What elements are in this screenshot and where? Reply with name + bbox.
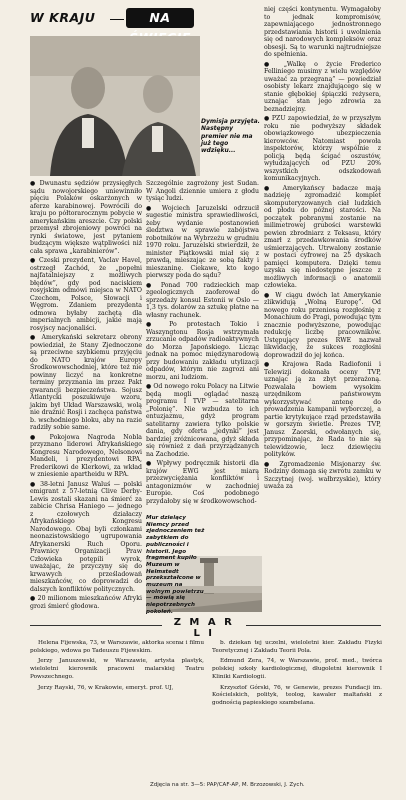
obituaries-right [212,640,382,711]
obituary: b. dziekan tej uczelni, wieloletni kier. Zakładu Fizyki Teoretycznej i Zakładu Teorii Pola. [212,640,382,654]
news-item: ● Dwunastu sędziów przysięgłych sądu nowojorskiego uniewinniło pięciu Polaków oskarżonych w aferze karabinowej. Powrócili do kraju po półtorarocznym pobycie w amerykańskim areszcie. Czy polski przemysł zbrojeniowy powróci na rynki światowe, jest pytaniem budzącym większe wątpliwości niż cała sprawa „karabinierów”. [30,180,142,255]
column-3 [264,6,381,493]
section-header [30,8,230,32]
news-item: ● W ciągu dwóch lat Amerykanie zlikwidują „Wolną Europę”. Od nowego roku przeniosą rozgłośnię z Monachium do Pragi, powodując tym znacznie podwyższone, powodując redukcję liczbę pracowników. Ustępujący prezes RWE nazwał likwidację, że sukces rozgłośni doprowadził do jej końca. [264,292,381,360]
news-item: ● Po protestach Tokio i Waszyngtonu Rosja wstrzymała zrzucanie odpadów radioaktywnych do Morza Japońskiego. Licząc jednak na pomoc międzynarodową przy budowaniu zakładu utylizacji odpadów, którym nie zagrozi ani morzu, ani ludziom. [146,321,259,381]
header-w-kraju: W KRAJU [30,10,96,25]
news-item: ● Wpływy podręcznik historii dla krajów EWG jest miarą przezwyciężania konfliktów i antagonizmów w zachodniej Europie. Coś podobnego przydałoby się w środkowowschod- [146,460,259,505]
news-item: niej części kontynentu. Wymagałoby to jednak kompromisów, zapewniającego jednostronnego przedstawiania historii i uwolnienia się od narodowych kompleksów oraz obsesji. Są to warunki najtrudniejsze do spełnienia. [264,6,381,58]
news-item: Szczególnie zagrożony jest Sudan. W Angoli dziennie umiera z głodu tysiąc ludzi. [146,180,259,202]
column-1 [30,180,142,612]
news-item: ● Amerykański sekretarz obrony powiedział, że Stany Zjednoczone są przeciwne szybkiemu przyjęciu do NATO krajów Europy Środkowowschodniej, które też nie powinny liczyć na konkretne terminy przyznania im przez Pakt gwarancji bezpieczeństwa. Sojusz Atlantycki poszukiwuje wzoru, jakim był Układ Warszawski, wolą nie drażnić Rosji i zachęca państwa b. wschodniego bloku, aby na razie radziły sobie same. [30,334,142,432]
news-item: ● Ponad 700 radzieckich map zgeologicznych zaoferował do sprzedaży konsul Estonii w Oslo — 1,3 tys. dolarów za sztukę płatne na własny rachunek. [146,282,259,320]
news-item: ● 20 milionom mieszkańców Afryki grozi śmierć głodowa. [30,595,142,610]
top-photo-caption: Dymisja przyjęta. Następny premier nie ma już tego wdzięku... [201,118,260,155]
zmarli-header [0,617,406,639]
obituary: Jerzy Rayski, 76, w Krakowie, emeryt. prof. UJ, [38,684,174,691]
photo-credits: Zdjęcia na str. 3—5: PAP/CAF-AP, M. Brzozowski, J. Zych. [150,782,305,788]
news-item: ● Krajowa Rada Radiofonii i Telewizji dokonała oceny TVP, uznając ją za zbyt przerażoną. Pozwalała bowiem wysokim urzędnikom państwowym wykorzystywać antenę do prowadzenia kampanii wyborczej, a partie krytykujące rząd przedstawiła w gorszym świetle. Prezes TVP, Janusz Zaorski, odwołanych się, przypominając, że Rada to nie są telewidzowie, lecz dziewięciu polityków. [264,361,381,459]
two-men-photo [30,36,200,176]
news-item: ● Od nowego roku Polacy na Litwie będą mogli oglądać naszą programu I TVP — satelitarna „Polonię”. Nie wzbudza to ich entuzjazmu, gdyż program satelitarny zawiera tylko polskie dania, gdy oferta „jedynki” jest bardziej zróżnicowana, gdyż składa się również z dań przyrządzanych na Zachodzie. [146,383,259,458]
news-item: ● PZU zapowiedział, że w przyszłym roku nie podwyższy składek obowiązkowego ubezpieczenia kierowców. Natomiast powoła inspektorów, którzy wspólnie z policją będą ścigać oszustów, wyłudzających od PZU 20% wszystkich odszkodowań komunikacyjnych. [264,115,381,183]
news-item: ● Pokojowa Nagroda Nobla przyznano liderowi Afrykańskiego Kongresu Narodowego, Nelsonowi Mandeli, i prezydentowi RPA, Frederikowi de Klerkowi, za wkład w zniesienie apartheidu w RPA. [30,434,142,479]
news-item: ● Amerykańscy badacze mają nadzieję zgromadzić komplet skomputeryzowanych ciał ludzkich od płodu do późnej starości. Na początek pobranymi zostanie na milimetrowej grubości warstewki pewien zbrodniarz z Teksasu, który zmarł z przedawkowania środków uśmierzających. Utrwalony zostanie w postaci cyfrowej na 25 dyskach pamięci komputera. Dzięki temu uzyska się niedostępne jeszcze z możliwych informacji o anatomii człowieka. [264,185,381,290]
obituary: Krzysztof Górski, 76, w Genewie, prezes Fundacji im. Kościelskich, polityk, teolog, kawaler maltański z godnością papieskiego szambelana. [212,684,382,706]
column-2 [146,180,259,507]
obituary: Helena Fijewska, 73, w Warszawie, aktorka scenы i filmu polskiego, wdowa po Tadeuszu Fijewskim. [30,640,204,654]
divider [246,625,381,626]
news-item: ● Wojciech Jaruzelski odrzucił sugestie ministra sprawiedliwości, żeby wydanie postanowień śledztwa w sprawie zabójstwa robotników na Wybrzeżu w grudniu 1970 roku. Jaruzelski stwierdził, że minister Piątkowski miał się z prawdą, mieszając ze sobą fakty i mieszaninę. Ciekawe, kto kogo pierwszy poda do sądu? [146,205,259,280]
divider [30,625,162,626]
wall-photo-caption: Mur dzielący Niemcy przed zjednoczeniem też zabytkiem do publiczności i historii. Jego fragment kupiło Muzeum w Helmstedt przekształcone w muzeum na wolnym powietrzu — mówią się niepotrzebnych pokoleń. [146,515,205,615]
news-item: ● Zgromadzenie Misjonarzy św. Rodziny domaga się zwrotu zamku w Szczytnej (woj. wałbrzyskie), który uważa za [264,461,381,491]
news-item: ● 38-letni Janusz Waluś — polski emigrant z 57-letnią Clive Derby-Lewis zostali skazani na śmierć za zabicie Chrisa Haniego — jednego z czołowych działaczy Afrykańskiego Kongresu Narodowego. Obaj byli członkami neonazistowskiego ugrupowania Afrykanerski Ruch Oporu. Prawnicy Organizacji Praw Człowieka potępili wyrok, uważając, że przyczyny się do krwawych prześladowań mieszkańców, co doprowadzi do dalszych konfliktów politycznych. [30,481,142,594]
obituaries-left [30,640,204,695]
zmarli-title: Z M A R L I [173,617,235,639]
obituary: Edmund Zera, 74, w Warszawie, prof. med., twórca polskiej szkoły kardiologicznej, długoletni kierownik I Kliniki Kardiologii. [212,658,382,680]
news-item: ● „Walkę o życie Frederico Felliniego musimy z wielu względów uważać za przegraną” — powiedział osobisty lekarz znajdującego się w stanie głębokiej śpiączki reżysera, uznając stan jego zdrowia za beznadziejny. [264,61,381,114]
news-item: ● Czeski prezydent, Vaclav Havel, ostrzegł Zachód, że „popełni najfatalniejszy z możliwych błędów”, gdy pod naciskiem rosyjskim odmówi miejsca w NATO Czechom, Polsce, Słowacji i Węgrom. Zdaniem prezydenta odmowa byłaby zachętą dla imperialnych ambicji, jakie mają rosyjscy nacjonaliści. [30,257,142,332]
obituary: Jerzy Januszewski, w Warszawie, artysta plastyk, wieloletni kierownik pracowni malarskiej Teatru Powszechnego. [30,658,204,680]
header-na-swiecie: NA [126,8,194,28]
top-photo [30,36,200,176]
header-divider [110,19,124,20]
